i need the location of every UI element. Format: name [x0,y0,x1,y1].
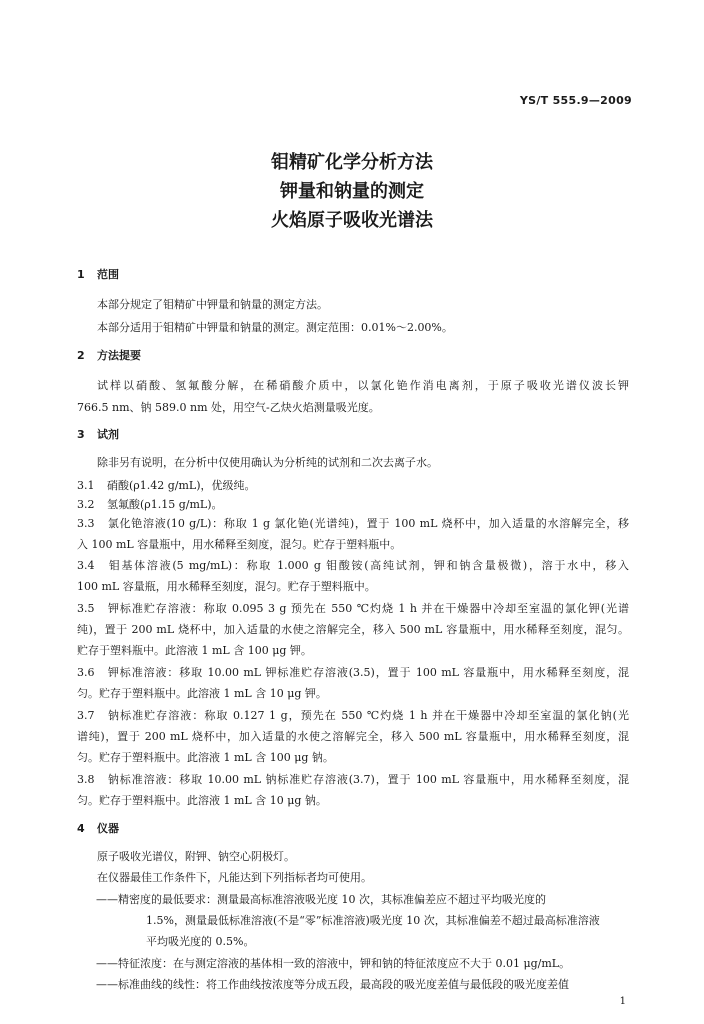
section-title: 仪器 [97,822,119,835]
item-number: 3.8 [77,773,95,786]
dash-item-continued: 1.5%，测量最低标准溶液(不是“零”标准溶液)吸光度 10 次，其标准偏差不超过最高标准溶液 [146,914,600,927]
dash-item: ——特征浓度：在与测定溶液的基体相一致的溶液中，钾和钠的特征浓度应不大于 0.01 μg/mL。 [96,957,571,970]
item-number: 3.7 [77,709,95,722]
section-title: 方法提要 [97,349,141,362]
page-number: 1 [619,996,626,1007]
reagent-item [77,496,629,512]
section-number: 4 [77,822,85,835]
paragraph-line: 试样以硝酸、氢氟酸分解，在稀硝酸介质中，以氯化铯作消电离剂，于原子吸收光谱仪波长钾 [97,379,629,392]
title-line-2: 钾量和钠量的测定 [280,181,424,202]
reagent-item [77,515,629,531]
section-number: 1 [77,268,85,281]
item-number: 3.3 [77,517,95,530]
reagent-item-continued: 匀。贮存于塑料瓶中。此溶液 1 mL 含 10 μg 钾。 [77,687,327,700]
reagent-item [77,664,629,680]
dash-item: ——标准曲线的线性：将工作曲线按浓度等分成五段，最高段的吸光度差值与最低段的吸光度差值 [96,978,569,991]
reagent-item [77,477,629,493]
item-text: 钠标准贮存溶液：称取 0.127 1 g，预先在 550 ℃灼烧 1 h 并在干燥器中冷却至室温的氯化钠(光 [107,709,629,722]
paragraph: 本部分适用于钼精矿中钾量和钠量的测定。测定范围：0.01%～2.00%。 [97,321,453,334]
paragraph: 除非另有说明，在分析中仅使用确认为分析纯的试剂和二次去离子水。 [97,456,438,469]
paragraph-line: 766.5 nm、钠 589.0 nm 处，用空气-乙炔火焰测量吸光度。 [77,401,380,414]
item-text: 钼基体溶液(5 mg/mL)：称取 1.000 g 钼酸铵(高纯试剂，钾和钠含量极微)，溶于水中，移入 [107,559,629,572]
dash-item-continued: 平均吸光度的 0.5%。 [146,935,255,948]
section-heading-reagents [77,426,119,442]
item-text: 钾标准贮存溶液：称取 0.095 3 g 预先在 550 ℃灼烧 1 h 并在干燥器中冷却至室温的氯化钾(光谱 [107,602,629,615]
reagent-item-continued: 匀。贮存于塑料瓶中。此溶液 1 mL 含 100 μg 钠。 [77,751,334,764]
reagent-item [77,600,629,616]
reagent-item [77,707,629,723]
reagent-item-continued: 贮存于塑料瓶中。此溶液 1 mL 含 100 μg 钾。 [77,644,312,657]
item-text: 氢氟酸(ρ1.15 g/mL)。 [107,498,223,511]
section-heading-apparatus [77,820,119,836]
section-title: 范围 [97,268,119,281]
paragraph: 在仪器最佳工作条件下，凡能达到下列指标者均可使用。 [97,871,372,884]
reagent-item-continued: 匀。贮存于塑料瓶中。此溶液 1 mL 含 10 μg 钠。 [77,794,327,807]
item-number: 3.6 [77,666,95,679]
section-title: 试剂 [97,428,119,441]
title-line-1: 钼精矿化学分析方法 [271,152,433,173]
reagent-item-continued: 谱纯)，置于 200 mL 烧杯中，加入适量的水使之溶解完全，移入 500 mL 容量瓶中，用水稀释至刻度，混 [77,730,629,743]
standard-code: YS/T 555.9—2009 [519,94,632,107]
item-number: 3.1 [77,479,95,492]
paragraph: 本部分规定了钼精矿中钾量和钠量的测定方法。 [97,298,328,311]
item-number: 3.4 [77,559,95,572]
section-heading-principle [77,347,141,363]
section-number: 3 [77,428,85,441]
dash-item: ——精密度的最低要求：测量最高标准溶液吸光度 10 次，其标准偏差应不超过平均吸光度的 [96,893,546,906]
item-text: 硝酸(ρ1.42 g/mL)，优级纯。 [107,479,256,492]
reagent-item [77,557,629,573]
reagent-item-continued: 入 100 mL 容量瓶中，用水稀释至刻度，混匀。贮存于塑料瓶中。 [77,538,402,551]
title-line-3: 火焰原子吸收光谱法 [271,210,433,231]
reagent-item-continued: 100 mL 容量瓶，用水稀释至刻度，混匀。贮存于塑料瓶中。 [77,580,376,593]
reagent-item [77,771,629,787]
reagent-item-continued: 纯)，置于 200 mL 烧杯中，加入适量的水使之溶解完全，移入 500 mL 容量瓶中，用水稀释至刻度，混匀。 [77,623,629,636]
item-text: 钾标准溶液：移取 10.00 mL 钾标准贮存溶液(3.5)，置于 100 mL 容量瓶中，用水稀释至刻度，混 [107,666,629,679]
paragraph: 原子吸收光谱仪，附钾、钠空心阴极灯。 [97,850,295,863]
section-number: 2 [77,349,85,362]
item-text: 氯化铯溶液(10 g/L)：称取 1 g 氯化铯(光谱纯)，置于 100 mL 烧杯中，加入适量的水溶解完全，移 [107,517,629,530]
item-text: 钠标准溶液：移取 10.00 mL 钠标准贮存溶液(3.7)，置于 100 mL 容量瓶中，用水稀释至刻度，混 [107,773,629,786]
section-heading-scope [77,266,119,282]
item-number: 3.2 [77,498,95,511]
item-number: 3.5 [77,602,95,615]
